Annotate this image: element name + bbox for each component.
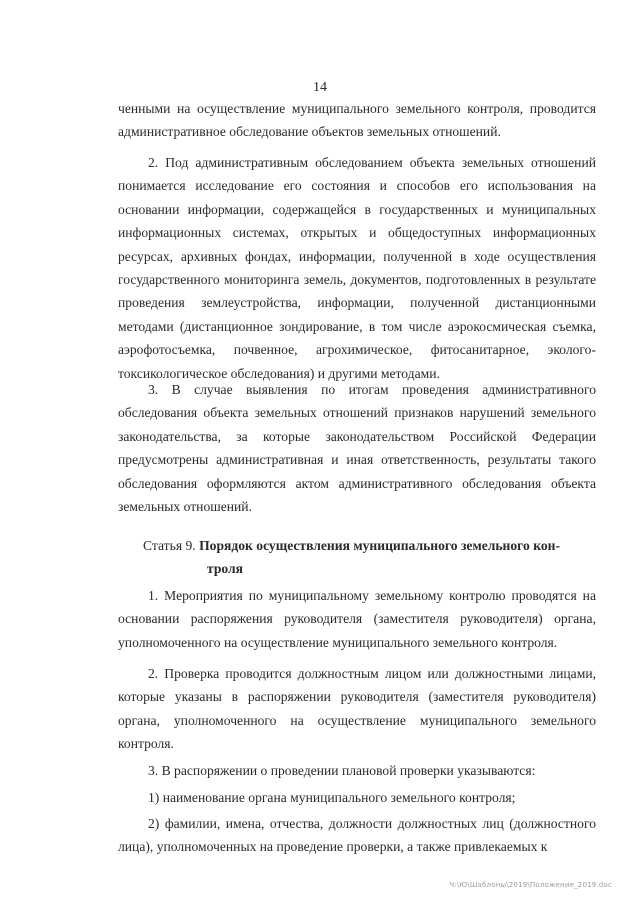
paragraph-2: 2. Под административным обследованием объекта земельных отношений понимается исследование его состояния и способов его использования на основании информации, содержащейся в государственных и муниципальных информационных системах, открытых и общедоступных информационных ресурсах, архивных фондах, информации, полученной в ходе осуществления государственного мониторинга земель, документов, подготовленных в результате проведения землеустройства, информации, полученной дистанционными методами (дистанционное зондирование, в том числе аэрокосмическая съемка, аэрофотосъемка, почвенное, агрохимическое, фитосанитарное, эколого-токсикологическое обследования) и другими методами. xyxy=(118,155,596,381)
article-paragraph-3-item-2: 2) фамилии, имена, отчества, должности должностных лиц (должностного лица), уполномоченных на проведение проверки, а также привлекаемых к xyxy=(118,816,596,855)
article-paragraph-3-item-1: 1) наименование органа муниципального земельного контроля; xyxy=(148,790,516,805)
paragraph-continuation: ченными на осуществление муниципального земельного контроля, проводится административное обследование объектов земельных отношений. xyxy=(118,101,596,140)
paragraph-3: 3. В случае выявления по итогам проведения административного обследования объекта земельных отношений признаков нарушений земельного законодательства, за которые законодательством Российской Федерации предусмотрены административная и иная ответственность, результаты такого обследования оформляются актом административного обследования объекта земельных отношений. xyxy=(118,382,596,515)
article-paragraph-3: 3. В распоряжении о проведении плановой проверки указываются: xyxy=(148,763,536,778)
article-paragraph-1: 1. Мероприятия по муниципальному земельному контролю проводятся на основании распоряжения руководителя (заместителя руководителя) органа, уполномоченного на осуществление муниципального земельного контроля. xyxy=(118,588,596,650)
footer-file-stamp: Ч:\Ю\Шаблоны\2019\Положение_2019.doc xyxy=(449,881,612,889)
article-title-line2: троля xyxy=(207,561,244,576)
article-title-line1: Порядок осуществления муниципального земельного кон- xyxy=(199,538,561,553)
article-number: Статья 9. xyxy=(143,538,196,553)
article-paragraph-2: 2. Проверка проводится должностным лицом или должностными лицами, которые указаны в распоряжении руководителя (заместителя руководителя) органа, уполномоченного на осуществление муниципального земельного контроля. xyxy=(118,666,596,752)
page-number: 14 xyxy=(313,80,327,95)
article-heading xyxy=(143,534,596,557)
